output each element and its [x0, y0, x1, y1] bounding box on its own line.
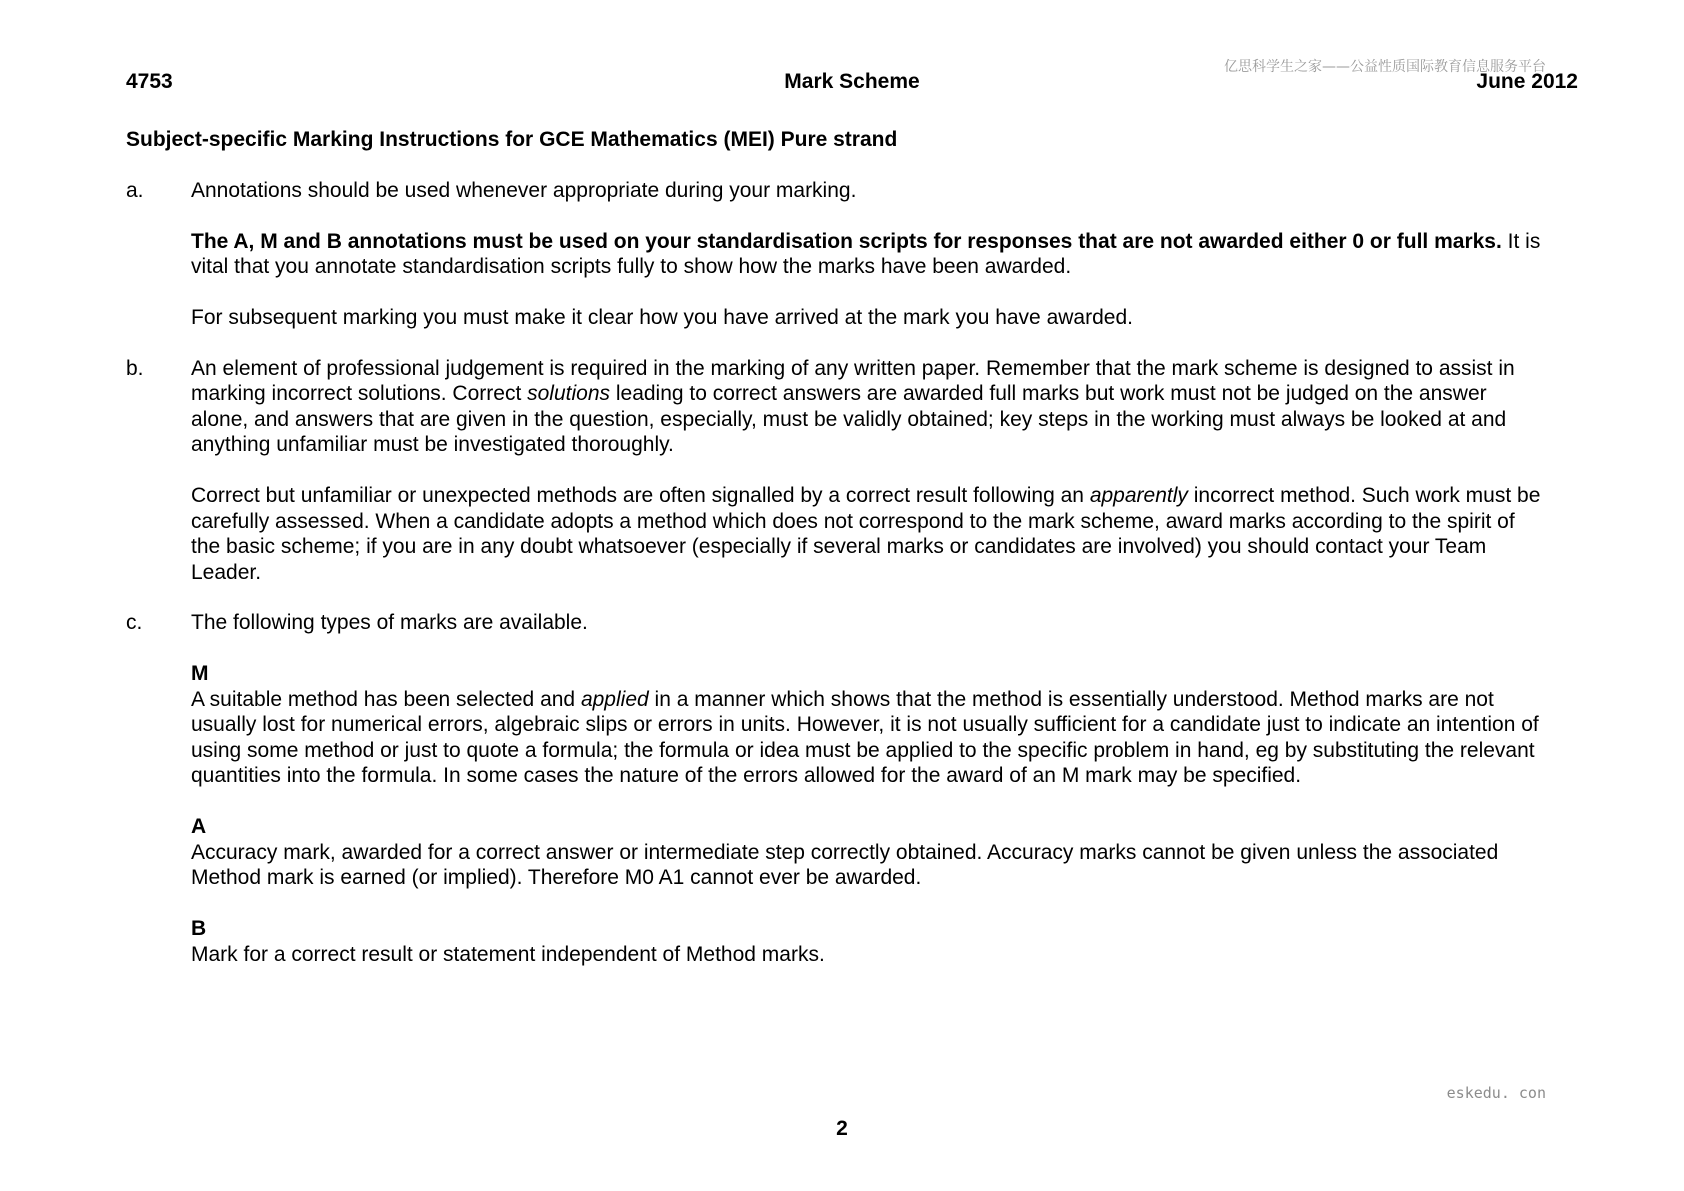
text: An element of professional judgement is required in the marking of any written paper. Remember that the mark scheme is designed to assist in marking incorrect solutions. Correct	[191, 356, 1515, 405]
paragraph	[191, 356, 1546, 458]
mark-type-label: B	[191, 917, 207, 940]
paragraph: The following types of marks are available.	[191, 611, 588, 634]
instruction-item-a	[126, 178, 1546, 331]
instruction-item-b	[126, 356, 1546, 586]
paper-code: 4753	[126, 70, 173, 93]
watermark-top-text: 亿思科学生之家——公益性质国际教育信息服务平台	[1224, 59, 1546, 75]
italic-text: solutions	[527, 382, 611, 405]
italic-text: applied	[580, 687, 649, 711]
bold-text: The A, M and B annotations must be used on your standardisation scripts for responses that are not awarded either 0 or full marks.	[191, 229, 1502, 253]
item-body	[191, 178, 1546, 331]
instruction-item-c	[126, 610, 1546, 967]
text: Correct but unfamiliar or unexpected methods are often signalled by a correct result following an	[191, 484, 1090, 507]
paragraph: Annotations should be used whenever appropriate during your marking.	[191, 178, 857, 202]
exam-session-date: June 2012	[1476, 70, 1578, 93]
text: in a manner which shows that the method is essentially understood. Method marks are not usually lost for numerical errors, algebraic slips or errors in units. However, it is not usually sufficient for a candidate just to indicate an intention of using some method or just to quote a formula; the formula or idea must be applied to the specific problem in hand, eg by substituting the relevant quantities into the formula. In some cases the nature of the errors allowed for the award of an M mark may be specified.	[191, 687, 1539, 787]
section-heading: Subject-specific Marking Instructions for GCE Mathematics (MEI) Pure strand	[126, 128, 898, 151]
mark-type-b	[191, 916, 1546, 967]
text: A suitable method has been selected and	[191, 687, 581, 711]
paragraph: For subsequent marking you must make it clear how you have arrived at the mark you have awarded.	[191, 306, 1133, 329]
italic-text: apparently	[1089, 484, 1188, 507]
mark-type-m	[191, 661, 1546, 789]
mark-type-label: A	[191, 815, 207, 838]
mark-type-label: M	[191, 662, 209, 685]
mark-type-a	[191, 814, 1546, 891]
text: Accuracy mark, awarded for a correct answer or intermediate step correctly obtained. Accuracy marks cannot be given unless the associated Method mark is earned (or implied). Therefore M0 A1 cannot ever be awarded.	[191, 840, 1499, 889]
header-title: Mark Scheme	[784, 70, 920, 93]
paragraph	[191, 229, 1546, 280]
item-body	[191, 610, 1546, 967]
paragraph	[191, 483, 1546, 585]
item-marker: b.	[126, 356, 144, 380]
item-marker: a.	[126, 178, 144, 202]
text: incorrect method. Such work must be carefully assessed. When a candidate adopts a method which does not correspond to the mark scheme, award marks according to the spirit of the basic scheme; if you are in any doubt whatsoever (especially if several marks or candidates are involved) you should contact your Team Leader.	[191, 484, 1541, 584]
text: Mark for a correct result or statement independent of Method marks.	[191, 942, 825, 966]
page-number: 2	[836, 1117, 848, 1140]
watermark-bottom-text: eskedu. con	[1446, 1084, 1546, 1102]
main-content	[126, 127, 1546, 992]
text: It is vital that you annotate standardisation scripts fully to show how the marks have been awarded.	[191, 229, 1541, 278]
page-header	[126, 70, 1578, 96]
text: leading to correct answers are awarded full marks but work must not be judged on the answer alone, and answers that are given in the question, especially, must be validly obtained; key steps in the working must always be looked at and anything unfamiliar must be investigated thoroughly.	[191, 382, 1507, 456]
item-marker: c.	[126, 611, 143, 634]
item-body	[191, 356, 1546, 586]
